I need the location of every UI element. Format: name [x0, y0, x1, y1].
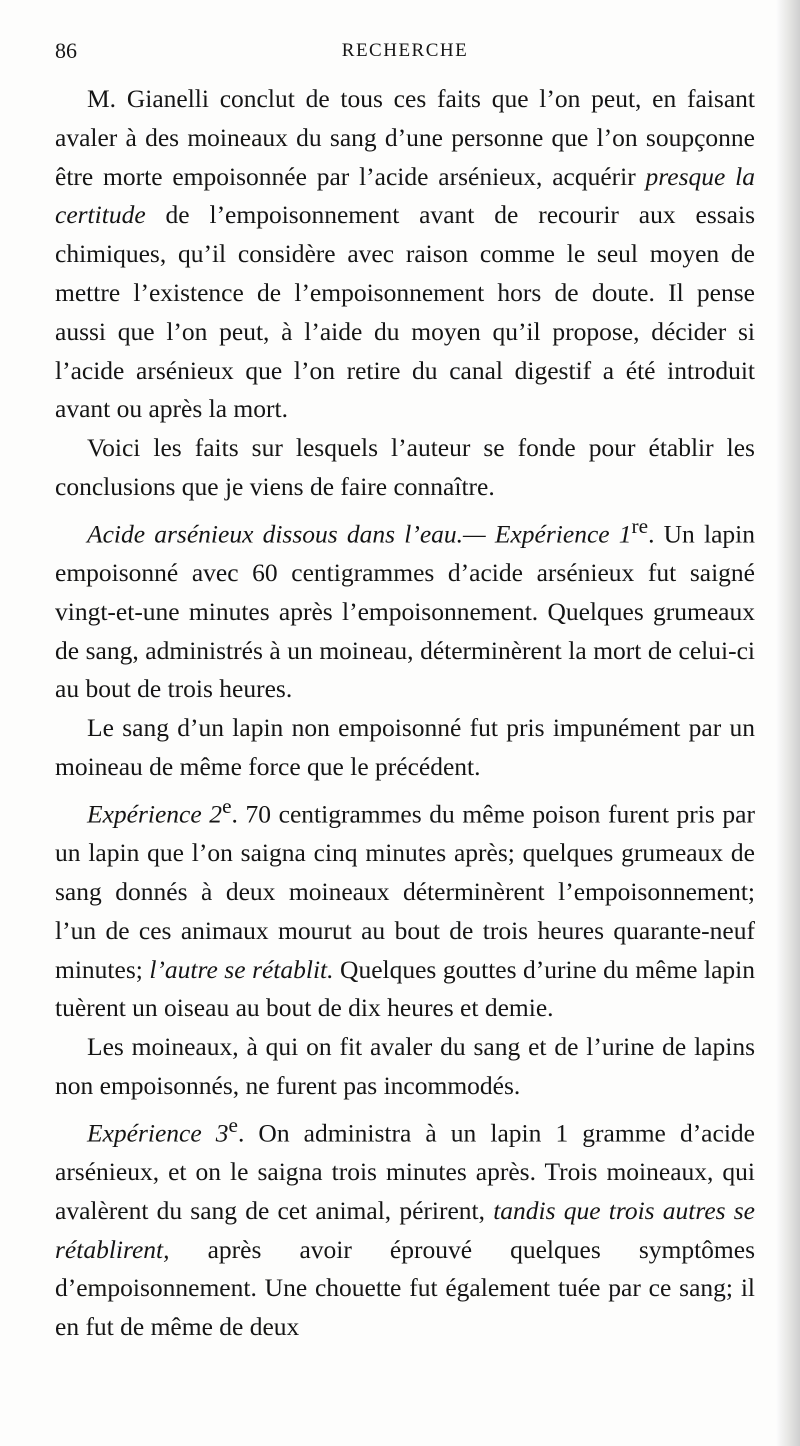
paragraph-3	[55, 507, 755, 709]
experience-3-heading: Expérience 3	[87, 1118, 229, 1148]
experience-1-heading: Acide arsénieux dissous dans l’eau.— Expérience 1	[87, 519, 632, 549]
paragraph-7-text-a: . On administra à un lapin 1 gramme d’acide arsénieux, et on le saigna trois minutes après. Trois moineaux, qui avalèrent du sang de cet animal, périrent,	[55, 1118, 755, 1225]
paragraph-1	[55, 80, 755, 429]
paragraph-2	[55, 429, 755, 507]
paragraph-6-text: Les moineaux, à qui on fit avaler du sang et de l’urine de lapins non empoisonnés, ne furent pas incommodés.	[55, 1032, 755, 1100]
page-number: 86	[55, 38, 77, 63]
page-edge-shadow	[776, 0, 800, 1446]
experience-2-heading: Expérience 2	[87, 799, 223, 829]
paragraph-5-italic: l’autre se rétablit.	[149, 954, 334, 984]
paragraph-3-text: . Un lapin empoisonné avec 60 centigrammes d’acide arsénieux fut saigné vingt-et-une minutes après l’empoisonnement. Quelques grumeaux de sang, administrés à un moineau, déterminèrent la mort de celui-ci au bout de trois heures.	[55, 519, 755, 704]
paragraph-5-text-b: Quelques gouttes d’urine du même lapin tuèrent un oiseau au bout de dix heures et demie.	[55, 954, 755, 1023]
paragraph-5	[55, 787, 755, 1028]
paragraph-7	[55, 1106, 755, 1347]
experience-1-ordinal: re	[631, 513, 649, 538]
paragraph-1-text-a: M. Gianelli conclut de tous ces faits que l’on peut, en faisant avaler à des moineaux du sang d’une personne que l’on soupçonne être morte empoisonnée par l’acide arsénieux, acquérir	[55, 84, 755, 191]
paragraph-5-text-a: . 70 centigrammes du même poison furent pris par un lapin que l’on saigna cinq minutes après; quelques grumeaux de sang donnés à deux moineaux déterminèrent l’empoisonnement; l’un de ces animaux mourut au bout de trois heures quarante-neuf minutes;	[55, 799, 755, 984]
body-text	[55, 80, 755, 1347]
paragraph-2-text: Voici les faits sur lesquels l’auteur se fonde pour établir les conclusions que je viens de faire connaître.	[55, 433, 755, 501]
running-head: RECHERCHE	[341, 40, 469, 61]
paragraph-1-italic: presque la certitude	[55, 161, 755, 230]
paragraph-1-text-b: de l’empoisonnement avant de recourir aux essais chimiques, qu’il considère avec raison comme le seul moyen de mettre l’existence de l’empoisonnement hors de doute. Il pense aussi que l’on peut, à l’aide du moyen qu’il propose, décider si l’acide arsénieux que l’on retire du canal digestif a été introduit avant ou après la mort.	[55, 200, 755, 424]
paragraph-7-text-b: après avoir éprouvé quelques symptômes d’empoisonnement. Une chouette fut également tuée par ce sang; il en fut de même de deux	[55, 1234, 755, 1342]
experience-3-ordinal: e	[228, 1112, 238, 1137]
experience-2-ordinal: e	[222, 793, 232, 818]
paragraph-4	[55, 709, 755, 787]
paragraph-7-italic: tandis que trois autres se rétablirent,	[55, 1195, 755, 1264]
paragraph-6	[55, 1028, 755, 1106]
page-header	[55, 38, 755, 70]
paragraph-4-text: Le sang d’un lapin non empoisonné fut pris impunément par un moineau de même force que le précédent.	[55, 713, 755, 782]
